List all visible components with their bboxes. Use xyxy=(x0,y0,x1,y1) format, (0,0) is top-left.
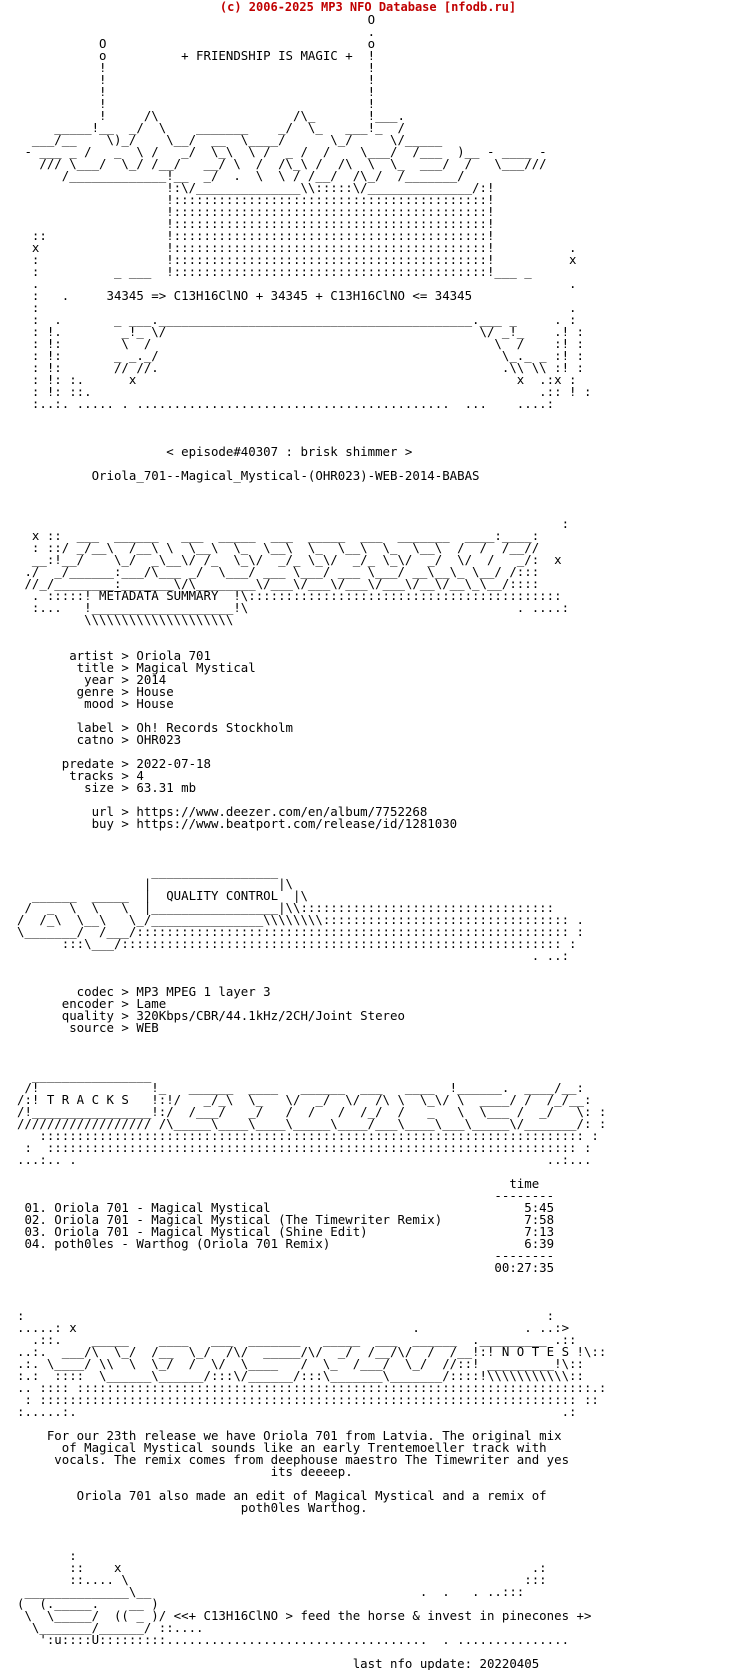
top-ascii-art: O . O o o + FRIENDSHIP IS MAGIC + ! ! ! ! ! ! ! ! ! ! /\ /\_ !___. _____!__ _/ \ _______ _/ \_ ___!_ / ___/__ \)_/ \__/ __ \____/ \_/ \/_____ - ___ _ / _ \ / _/ \_\ \ / _ / / \___/ /___ )__ - ____ - /// \___/ \_/ /__/ __/ \ / /\_\ / /\ \ \_ ___/ / \___/// /_____________!__ _/ . \ \ / /__/ /\_/ /_______/ !:\/______________\\:::::\/______________/:! !::::::::::::::::::::::::::::::::::::::::::! !::::::::::::::::::::::::::::::::::::::::::! !::::::::::::::::::::::::::::::::::::::::::! :: !::::::::::::::::::::::::::::::::::::::::::! x !::::::::::::::::::::::::::::::::::::::::::! . : !::::::::::::::::::::::::::::::::::::::::::! x : _ ___ !::::::::::::::::::::::::::::::::::::::::::!___ _ . . xyxy=(24,14,577,291)
nfo-text xyxy=(0,14,736,1670)
quality-control-banner: _________________ | |\ ______ _____ | QUALITY CONTROL |\ / _ \ \ \ |_________________|\\:::::::::::::::::::::::::::::::::: / /_\ \__\ \_/_______________\\\\\\\\::::::::::::::::::::::::::::::::: . \_______/ /___/:::::::::::::::::::::::::::::::::::::::::::::::::::::::::: : :::\___/::::::::::::::::::::::::::::::::::::::::::::::::::::::::::: : . ..: xyxy=(17,864,584,963)
release-name: Oriola_701--Magical_Mystical-(OHR023)-WEB-2014-BABAS xyxy=(17,468,480,483)
notes-text: For our 23th release we have Oriola 701 from Latvia. The original mix of Magical Mystical sounds like an early Trentemoeller track with vocals. The remix comes from deephouse maestro The Timewriter and yes its deeeep. Oriola 701 also made an edit of Magical Mystical and a remix of poth0les Warthog. xyxy=(46,1428,570,1515)
metadata-summary-banner: : x :: ___ ______ ___ _____ ___ _____ ___ _______ ____:____: : ::/ _/__\ /__\ \ \__\ \_ \__\ \_ \__\ \_ \__\ / / /__// __:!__/ \_/ _\__\/ /_ \_\/ _/_ \_\/ _/_ \_\/ _/ \/ / _/: x ./ _/______:___/\___ _/ \___/ ___ \___/ ___ \___/ __\__\_ \__/ /::: //_/________:_______\/\________\/___\/___\/___\/___\/__\/__\_\__/:::: . :::::! METADATA SUMMARY !\:::::::::::::::::::::::::::::::::::::::::: :... !___________________!\ . ....: \\\\\\\\\\\\\\\\\\\\ xyxy=(24,516,570,627)
mid-ascii-art: : . : . _ ___.__________________________________________.___ _ . : : !. _!_ \/ \/ _!_ .! : : !: \ / \ / :! : : !: _ _._/ \_._ _ :! : : !: // //. .\\ \\ :! : : !: :. x x .:x : : !: ::. .:: ! : :..:. ..... . .......................................... ... ....: xyxy=(31,300,592,411)
last-nfo-update: last nfo update: 20220405 xyxy=(17,1656,540,1670)
formula-line: : . 34345 => C13H16ClNO + 34345 + C13H16ClNO <= 34345 xyxy=(17,288,473,303)
episode-line: < episode#40307 : brisk shimmer > xyxy=(17,444,413,459)
metadata-block: artist > Oriola 701 title > Magical Mystical year > 2014 genre > House mood > House label > Oh! Records Stockholm catno > OHR023 predate > 2022-07-18 tracks > 4 size > 63.31 mb url > https://www.deezer.com/en/album/7752268 buy > https://www.beatport.com/release/id/1281030 xyxy=(61,648,458,831)
site-header: (c) 2006-2025 MP3 NFO Database [nfodb.ru] xyxy=(219,0,517,14)
tracklist: time -------- 01. Oriola 701 - Magical Mystical 5:45 02. Oriola 701 - Magical Mystical (The Timewriter Remix) 7:58 03. Oriola 701 - Magical Mystical (Shine Edit) 7:13 04. poth0les - Warthog (Oriola 701 Remix) 6:39 -------- 00:27:35 xyxy=(24,1176,555,1275)
tracks-banner: ________________ /! !_ ______ ____ ______ ___ ____ !______. ____/__: /:! T R A C K S !:!/ _/_\ \_ \/ _/ \/ /\ \ \_\/ \ ____/ / /_/__: /!________________!:/ /___/ _/ / / / /_/ / _ \ \___ / _/ \: : ////////////////// /\_____\____\____\_____\____/___\____\___\_____\/_______/: : ::::::::::::::::::::::::::::::::::::::::::::::::::::::::::::::::::::::::: : : ::::::::::::::::::::::::::::::::::::::::::::::::::::::::::::::::::::::: : ...:.. . ..:... xyxy=(17,1068,607,1167)
quality-block: codec > MP3 MPEG 1 layer 3 encoder > Lame quality > 320Kbps/CBR/44.1kHz/2CH/Joint Stereo source > WEB xyxy=(61,984,405,1035)
notes-banner: : : .....: x . . ..:> .::. _____ ____ ___ _______ _____ ___ ______ ._________ .:: ..:. ___/\ \_/ /__ \_/ /\/ _____/\/ _/ /__/\/ / /__!:! N O T E S !\:: .:. \____/ \\ \ \_/ / \/ \____ / \_ /___/ \_/ //::! _________!\:: :.: :::: \______\______/:::\/______/:::\_______\_______/::::!\\\\\\\\\\\:: .. :::: :::::::::::::::::::::::::::::::::::::::::::::::::::::::::::::::::::::.: : :::::::::::::::::::::::::::::::::::::::::::::::::::::::::::::::::::::::: :: :.....:. .: xyxy=(17,1308,607,1419)
footer-ascii-art: : :: x .: ::.... \ ::: ______________\__ . . . ..::: ( (._____. __ ) \ \_____/ (( _ )/ <<+ C13H16ClNO > feed the horse & invest in pinecones +> \_______/______/ ::.... ':u::::U:::::::::................................... . ............... xyxy=(17,1548,592,1647)
